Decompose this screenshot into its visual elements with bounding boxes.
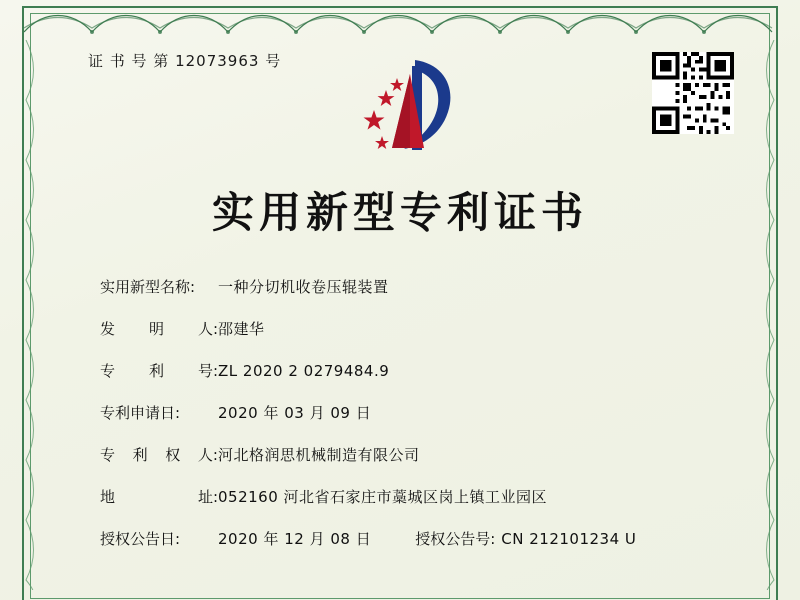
right-edge-decoration bbox=[762, 40, 776, 590]
field-label-char: 号: bbox=[197, 362, 218, 380]
grant-date-label: 授权公告日: bbox=[100, 530, 181, 548]
field-list bbox=[100, 276, 720, 549]
field-label-char: 专 bbox=[100, 362, 116, 380]
field-label bbox=[100, 444, 218, 465]
field-row-grant-announcement bbox=[100, 528, 720, 549]
grant-number-label: 授权公告号: bbox=[415, 530, 496, 548]
field-row-utility-model-name bbox=[100, 276, 720, 297]
top-ornament-decoration bbox=[24, 8, 776, 34]
certificate-number: 证 书 号 第 12073963 号 bbox=[88, 52, 282, 70]
field-label-char: 明 bbox=[148, 320, 164, 338]
field-label bbox=[100, 486, 218, 507]
field-label-char: 专 bbox=[100, 446, 116, 464]
field-label-char: 权 bbox=[165, 446, 181, 464]
field-value: 2020 年 03 月 09 日 bbox=[218, 404, 372, 422]
field-row-application-date bbox=[100, 402, 720, 423]
field-value: 一种分切机收卷压辊装置 bbox=[218, 278, 389, 296]
field-row-patentee bbox=[100, 444, 720, 465]
field-label-char: 地 bbox=[100, 488, 116, 506]
patent-office-logo bbox=[352, 52, 462, 162]
field-value: 河北格润思机械制造有限公司 bbox=[218, 446, 420, 464]
page-title: 实用新型专利证书 bbox=[211, 188, 588, 237]
field-label: 实用新型名称: bbox=[100, 278, 196, 296]
field-label-char: 发 bbox=[100, 320, 116, 338]
field-label-char: 利 bbox=[148, 362, 164, 380]
field-value: 邵建华 bbox=[218, 320, 265, 338]
field-row-address bbox=[100, 486, 720, 507]
grant-date-value: 2020 年 12 月 08 日 bbox=[218, 530, 372, 548]
grant-number-value: CN 212101234 U bbox=[501, 530, 637, 548]
left-edge-decoration bbox=[24, 40, 38, 590]
field-label bbox=[100, 318, 218, 339]
field-label: 专利申请日: bbox=[100, 404, 181, 422]
field-value: ZL 2020 2 0279484.9 bbox=[218, 362, 390, 380]
field-label-char: 利 bbox=[132, 446, 148, 464]
field-label-char: 人: bbox=[197, 446, 218, 464]
field-row-patent-number bbox=[100, 360, 720, 381]
field-value: 052160 河北省石家庄市藁城区岗上镇工业园区 bbox=[218, 488, 548, 506]
qr-code bbox=[652, 52, 734, 134]
field-label-char: 址: bbox=[197, 488, 218, 506]
field-label-char: 人: bbox=[197, 320, 218, 338]
field-label bbox=[100, 360, 218, 381]
field-row-inventor bbox=[100, 318, 720, 339]
